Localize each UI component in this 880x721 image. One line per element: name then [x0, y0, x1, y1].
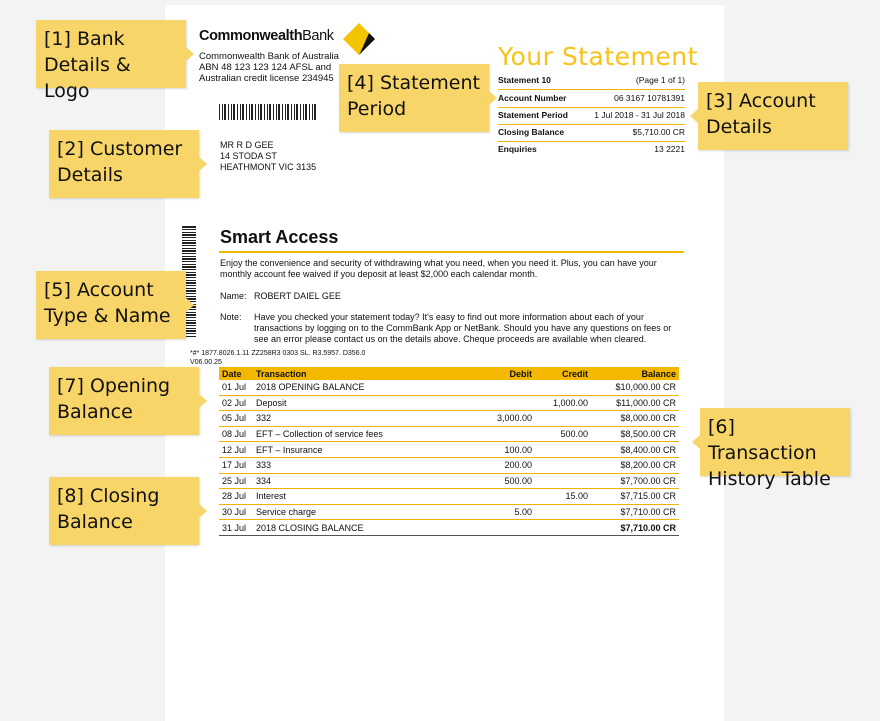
callout-customer-details — [49, 130, 199, 198]
cell-debit: 500.00 — [469, 473, 535, 489]
account-intro: Enjoy the convenience and security of withdrawing what you need, when you need it. Plus, you can have your monthly account fee waived if you deposit at least $2,000 each calendar month. — [220, 258, 657, 279]
cell-credit: 1,000.00 — [535, 395, 591, 411]
callout-arrow-icon — [692, 435, 700, 449]
summary-row-statement — [498, 72, 685, 90]
closing-balance-label: Closing Balance — [498, 127, 565, 137]
summary-row-enquiries — [498, 141, 685, 158]
cell-balance: $11,000.00 CR — [591, 395, 679, 411]
callout-account-details — [698, 82, 848, 150]
callout-arrow-icon — [199, 157, 207, 171]
cell-balance: $8,500.00 CR — [591, 426, 679, 442]
cell-date: 08 Jul — [219, 426, 253, 442]
enquiries-value: 13 2221 — [654, 144, 685, 154]
cell-date: 12 Jul — [219, 442, 253, 458]
cell-balance: $7,700.00 CR — [591, 473, 679, 489]
table-row — [219, 504, 679, 520]
cell-debit — [469, 426, 535, 442]
cell-date: 25 Jul — [219, 473, 253, 489]
name-row — [220, 291, 247, 301]
customer-line-1: MR R D GEE — [220, 140, 274, 150]
table-row-closing — [219, 520, 679, 536]
callout-period-text: [4] Statement Period — [347, 72, 480, 120]
callout-statement-period — [339, 64, 489, 132]
cell-credit — [535, 504, 591, 520]
callout-closing-text: [8] Closing Balance — [57, 485, 160, 533]
table-row — [219, 395, 679, 411]
cell-date: 17 Jul — [219, 457, 253, 473]
callout-transaction-history — [700, 408, 850, 490]
header-transaction: Transaction — [253, 367, 469, 380]
cell-transaction: Interest — [253, 489, 469, 505]
reference-line-1: *#* 1877.8026.1.11 ZZ258R3 0303 SL. R3.5957. D356.0 — [190, 350, 366, 357]
cell-balance: $7,710.00 CR — [591, 504, 679, 520]
cell-date: 02 Jul — [219, 395, 253, 411]
header-date: Date — [219, 367, 253, 380]
table-row — [219, 442, 679, 458]
customer-address — [220, 140, 316, 173]
cell-debit — [469, 395, 535, 411]
customer-line-3: HEATHMONT VIC 3135 — [220, 162, 317, 172]
callout-arrow-icon — [489, 91, 497, 105]
logo-text-bold: Commonwealth — [199, 28, 303, 44]
cell-credit — [535, 520, 591, 536]
customer-line-2: 14 STODA ST — [220, 151, 277, 161]
diamond-logo-icon — [342, 22, 376, 56]
cell-transaction: 332 — [253, 411, 469, 427]
cell-balance: $8,400.00 CR — [591, 442, 679, 458]
cell-balance: $8,000.00 CR — [591, 411, 679, 427]
period-value: 1 Jul 2018 - 31 Jul 2018 — [594, 110, 685, 120]
bank-logo — [199, 28, 334, 44]
callout-bank-details — [36, 20, 186, 102]
callout-account-text: [3] Account Details — [706, 90, 816, 138]
callout-arrow-icon — [186, 47, 194, 61]
cell-date: 05 Jul — [219, 411, 253, 427]
cell-balance: $7,715.00 CR — [591, 489, 679, 505]
cell-credit: 15.00 — [535, 489, 591, 505]
callout-arrow-icon — [199, 394, 207, 408]
cell-debit: 3,000.00 — [469, 411, 535, 427]
transaction-table — [219, 367, 679, 536]
callout-type-text: [5] Account Type & Name — [44, 279, 171, 327]
table-row — [219, 457, 679, 473]
callout-arrow-icon — [186, 298, 194, 312]
cell-debit — [469, 520, 535, 536]
summary-row-closing — [498, 124, 685, 142]
table-row — [219, 473, 679, 489]
callout-account-type — [36, 271, 186, 339]
postal-barcode — [219, 104, 317, 120]
account-type-rule — [219, 251, 684, 253]
reference-line-2: V06.00.25 — [190, 359, 222, 366]
header-balance: Balance — [591, 367, 679, 380]
account-holder-name: ROBERT DAIEL GEE — [254, 291, 341, 301]
bank-line-1: Commonwealth Bank of Australia — [199, 51, 339, 62]
cell-credit — [535, 473, 591, 489]
table-row — [219, 380, 679, 395]
cell-balance: $10,000.00 CR — [591, 380, 679, 395]
callout-bank-text: [1] Bank Details & Logo — [44, 28, 131, 102]
cell-debit: 100.00 — [469, 442, 535, 458]
cell-transaction: 334 — [253, 473, 469, 489]
cell-credit — [535, 457, 591, 473]
bank-line-3: Australian credit license 234945 — [199, 73, 334, 84]
name-label: Name: — [220, 291, 247, 301]
cell-transaction: EFT – Collection of service fees — [253, 426, 469, 442]
statement-title: Your Statement — [498, 42, 698, 71]
page-indicator: (Page 1 of 1) — [635, 75, 685, 85]
table-row — [219, 411, 679, 427]
cell-transaction: 2018 OPENING BALANCE — [253, 380, 469, 395]
table-row — [219, 489, 679, 505]
cell-credit — [535, 380, 591, 395]
cell-balance: $8,200.00 CR — [591, 457, 679, 473]
note-text: Have you checked your statement today? It's easy to find out more information about each of your transactions by logging on to the CommBank App or NetBank. Should you have any questions on fees or see an error please contact us on the details above. Cheque proceeds are available when cleared. — [254, 312, 672, 344]
cell-transaction: Service charge — [253, 504, 469, 520]
reference-code — [190, 349, 365, 367]
cell-transaction: EFT – Insurance — [253, 442, 469, 458]
callout-history-text: [6] Transaction History Table — [708, 416, 831, 490]
cell-transaction: Deposit — [253, 395, 469, 411]
closing-balance-value: $5,710.00 CR — [632, 127, 685, 137]
cell-date: 28 Jul — [219, 489, 253, 505]
enquiries-label: Enquiries — [498, 144, 537, 154]
table-header-row — [219, 367, 679, 380]
cell-credit — [535, 411, 591, 427]
cell-transaction: 2018 CLOSING BALANCE — [253, 520, 469, 536]
account-type-heading: Smart Access — [220, 227, 339, 247]
cell-debit — [469, 489, 535, 505]
callout-opening-balance — [49, 367, 199, 435]
callout-arrow-icon — [690, 109, 698, 123]
cell-debit: 5.00 — [469, 504, 535, 520]
bank-details — [199, 51, 339, 84]
cell-date: 30 Jul — [219, 504, 253, 520]
account-number-value: 06 3167 10781391 — [614, 93, 685, 103]
cell-credit: 500.00 — [535, 426, 591, 442]
logo-text-light: Bank — [302, 28, 334, 44]
cell-credit — [535, 442, 591, 458]
summary-row-period — [498, 107, 685, 125]
table-row — [219, 426, 679, 442]
cell-balance: $7,710.00 CR — [591, 520, 679, 536]
header-credit: Credit — [535, 367, 591, 380]
header-debit: Debit — [469, 367, 535, 380]
cell-debit: 200.00 — [469, 457, 535, 473]
statement-number: Statement 10 — [498, 75, 551, 85]
note-label: Note: — [220, 312, 242, 322]
callout-arrow-icon — [199, 504, 207, 518]
callout-closing-balance — [49, 477, 199, 545]
callout-opening-text: [7] Opening Balance — [57, 375, 171, 423]
callout-customer-text: [2] Customer Details — [57, 138, 183, 186]
account-number-label: Account Number — [498, 93, 567, 103]
cell-debit — [469, 380, 535, 395]
cell-transaction: 333 — [253, 457, 469, 473]
cell-date: 31 Jul — [219, 520, 253, 536]
bank-line-2: ABN 48 123 123 124 AFSL and — [199, 62, 332, 73]
cell-date: 01 Jul — [219, 380, 253, 395]
summary-row-account-number — [498, 90, 685, 108]
period-label: Statement Period — [498, 110, 568, 120]
